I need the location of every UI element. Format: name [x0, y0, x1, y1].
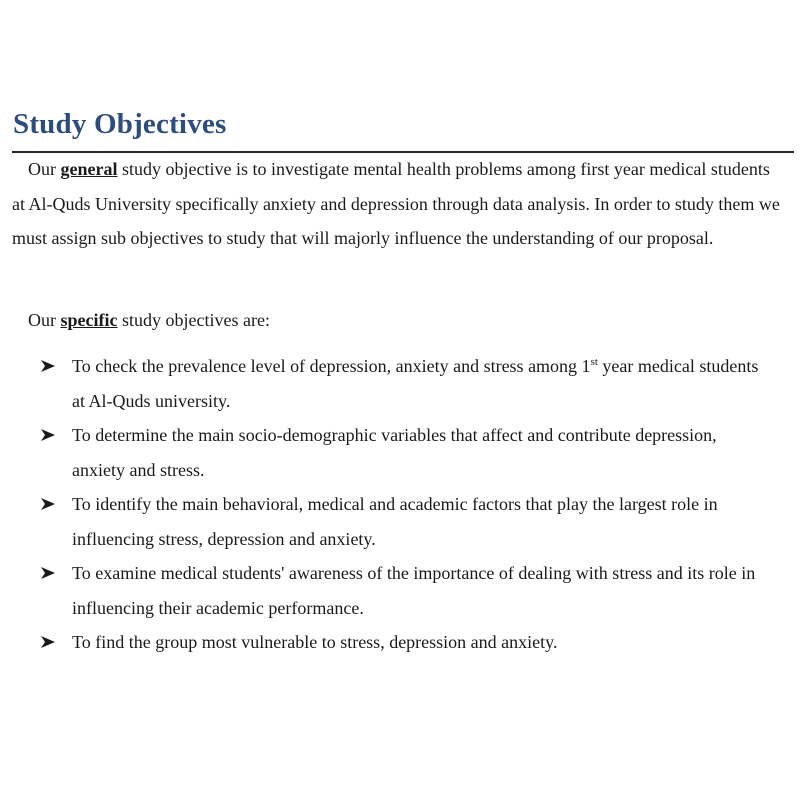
- intro-text: study objective is to investigate mental health problems among first year medical students at Al-Quds University specifically anxiety and depression through data analysis. In order to study them we must assign sub objectives to study that will majorly influence the understanding of our proposal.: [12, 159, 780, 248]
- ordinal-superscript: st: [590, 356, 598, 368]
- general-emphasis: general: [60, 159, 118, 179]
- objective-item-3: [0, 487, 803, 556]
- arrowhead-bullet-icon: [40, 566, 56, 580]
- specific-objectives-intro: [28, 304, 270, 336]
- objective-text-1-end: year medical students at Al-Quds university.: [72, 356, 759, 411]
- objective-text-1: To check the prevalence level of depression, anxiety and stress among 1: [72, 356, 591, 376]
- arrowhead-bullet-icon: [40, 359, 56, 373]
- objective-item-2: [0, 418, 803, 487]
- objective-text-4: To examine medical students' awareness of the importance of dealing with stress and its role in influencing their academic performance.: [72, 563, 756, 618]
- intro-prefix: Our: [28, 159, 61, 179]
- objective-text-5: To find the group most vulnerable to stress, depression and anxiety.: [72, 632, 558, 652]
- objective-text-3: To identify the main behavioral, medical and academic factors that play the largest role in influencing stress, depression and anxiety.: [72, 494, 718, 549]
- section-heading: Study Objectives: [13, 108, 227, 140]
- objectives-list: [0, 349, 803, 660]
- specific-suffix: study objectives are:: [117, 310, 270, 330]
- specific-emphasis: specific: [60, 310, 118, 330]
- objective-item-1: [0, 349, 803, 418]
- objective-item-4: [0, 556, 803, 625]
- arrowhead-bullet-icon: [40, 428, 56, 442]
- arrowhead-bullet-icon: [40, 497, 56, 511]
- arrowhead-bullet-icon: [40, 635, 56, 649]
- specific-prefix: Our: [28, 310, 61, 330]
- objective-text-2: To determine the main socio-demographic variables that affect and contribute depression, anxiety and stress.: [72, 425, 717, 480]
- objective-item-5: [0, 625, 803, 660]
- general-objective-paragraph: [12, 152, 782, 256]
